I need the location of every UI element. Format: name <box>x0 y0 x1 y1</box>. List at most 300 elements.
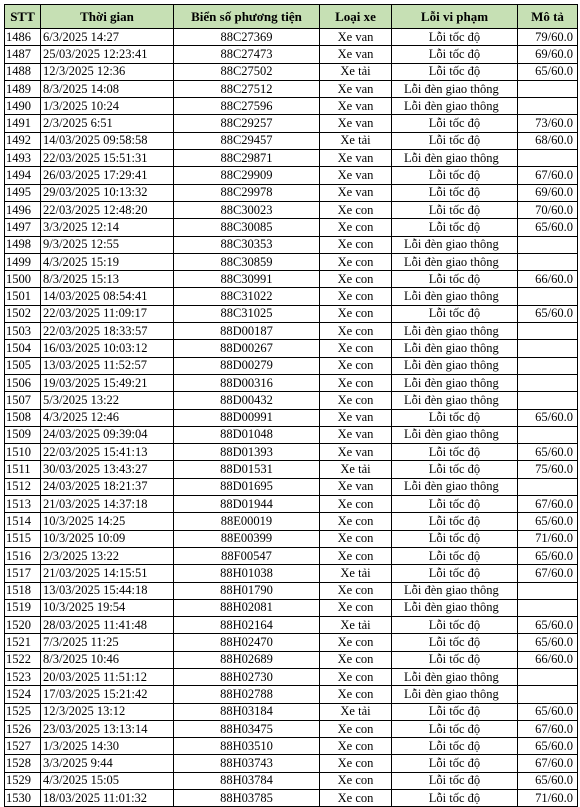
cell-vehicle-type: Xe con <box>320 651 392 668</box>
cell-description: 73/60.0 <box>518 115 578 132</box>
table-body <box>5 29 578 807</box>
violation-table-container <box>4 4 578 807</box>
violation-table <box>4 4 578 807</box>
cell-violation: Lỗi tốc độ <box>392 461 518 478</box>
table-row <box>5 738 578 755</box>
header-time: Thời gian <box>41 5 174 29</box>
cell-time: 8/3/2025 10:46 <box>41 651 174 668</box>
table-row <box>5 565 578 582</box>
table-row <box>5 63 578 80</box>
cell-time: 2/3/2025 6:51 <box>41 115 174 132</box>
table-row <box>5 634 578 651</box>
cell-vehicle-type: Xe con <box>320 201 392 218</box>
cell-description <box>518 668 578 685</box>
cell-plate: 88H03184 <box>174 703 320 720</box>
table-row <box>5 703 578 720</box>
cell-plate: 88H02470 <box>174 634 320 651</box>
cell-time: 1/3/2025 14:30 <box>41 738 174 755</box>
cell-plate: 88C29257 <box>174 115 320 132</box>
cell-stt: 1522 <box>5 651 41 668</box>
cell-description: 65/60.0 <box>518 703 578 720</box>
cell-description <box>518 599 578 616</box>
cell-stt: 1530 <box>5 790 41 807</box>
cell-description <box>518 357 578 374</box>
cell-time: 28/03/2025 11:41:48 <box>41 617 174 634</box>
cell-time: 21/03/2025 14:15:51 <box>41 565 174 582</box>
table-row <box>5 686 578 703</box>
cell-plate: 88C27369 <box>174 29 320 46</box>
cell-time: 23/03/2025 13:13:14 <box>41 720 174 737</box>
cell-vehicle-type: Xe van <box>320 80 392 97</box>
cell-description <box>518 150 578 167</box>
cell-description: 66/60.0 <box>518 651 578 668</box>
cell-time: 3/3/2025 12:14 <box>41 219 174 236</box>
cell-violation: Lỗi tốc độ <box>392 29 518 46</box>
cell-plate: 88D01695 <box>174 478 320 495</box>
cell-description: 65/60.0 <box>518 305 578 322</box>
cell-violation: Lỗi đèn giao thông <box>392 374 518 391</box>
cell-violation: Lỗi tốc độ <box>392 790 518 807</box>
cell-description: 67/60.0 <box>518 755 578 772</box>
cell-plate: 88H02081 <box>174 599 320 616</box>
cell-vehicle-type: Xe tải <box>320 565 392 582</box>
table-row <box>5 426 578 443</box>
cell-stt: 1496 <box>5 201 41 218</box>
cell-stt: 1504 <box>5 340 41 357</box>
cell-time: 22/03/2025 15:41:13 <box>41 444 174 461</box>
cell-vehicle-type: Xe van <box>320 426 392 443</box>
table-row <box>5 288 578 305</box>
cell-stt: 1506 <box>5 374 41 391</box>
cell-violation: Lỗi tốc độ <box>392 63 518 80</box>
cell-vehicle-type: Xe con <box>320 599 392 616</box>
cell-stt: 1501 <box>5 288 41 305</box>
cell-stt: 1495 <box>5 184 41 201</box>
cell-description <box>518 288 578 305</box>
cell-violation: Lỗi tốc độ <box>392 547 518 564</box>
cell-description: 65/60.0 <box>518 219 578 236</box>
cell-plate: 88C29457 <box>174 132 320 149</box>
cell-description: 79/60.0 <box>518 29 578 46</box>
cell-plate: 88E00399 <box>174 530 320 547</box>
cell-violation: Lỗi đèn giao thông <box>392 253 518 270</box>
cell-vehicle-type: Xe con <box>320 219 392 236</box>
cell-violation: Lỗi đèn giao thông <box>392 599 518 616</box>
cell-stt: 1500 <box>5 271 41 288</box>
cell-vehicle-type: Xe con <box>320 513 392 530</box>
cell-description: 65/60.0 <box>518 63 578 80</box>
cell-stt: 1524 <box>5 686 41 703</box>
cell-violation: Lỗi đèn giao thông <box>392 288 518 305</box>
cell-vehicle-type: Xe con <box>320 271 392 288</box>
cell-time: 2/3/2025 13:22 <box>41 547 174 564</box>
cell-time: 4/3/2025 12:46 <box>41 409 174 426</box>
cell-description <box>518 582 578 599</box>
cell-description <box>518 374 578 391</box>
cell-time: 29/03/2025 10:13:32 <box>41 184 174 201</box>
cell-plate: 88D01048 <box>174 426 320 443</box>
cell-violation: Lỗi tốc độ <box>392 409 518 426</box>
cell-violation: Lỗi tốc độ <box>392 513 518 530</box>
table-row <box>5 271 578 288</box>
cell-stt: 1489 <box>5 80 41 97</box>
table-row <box>5 790 578 807</box>
cell-violation: Lỗi tốc độ <box>392 167 518 184</box>
cell-vehicle-type: Xe con <box>320 530 392 547</box>
cell-time: 10/3/2025 19:54 <box>41 599 174 616</box>
cell-plate: 88C30353 <box>174 236 320 253</box>
cell-stt: 1511 <box>5 461 41 478</box>
cell-violation: Lỗi tốc độ <box>392 738 518 755</box>
cell-description <box>518 392 578 409</box>
cell-stt: 1518 <box>5 582 41 599</box>
table-row <box>5 150 578 167</box>
cell-time: 8/3/2025 15:13 <box>41 271 174 288</box>
cell-vehicle-type: Xe tải <box>320 461 392 478</box>
header-violation: Lỗi vi phạm <box>392 5 518 29</box>
cell-plate: 88D00432 <box>174 392 320 409</box>
cell-time: 25/03/2025 12:23:41 <box>41 46 174 63</box>
cell-time: 13/03/2025 15:44:18 <box>41 582 174 599</box>
cell-time: 10/3/2025 10:09 <box>41 530 174 547</box>
cell-plate: 88D00991 <box>174 409 320 426</box>
cell-vehicle-type: Xe con <box>320 582 392 599</box>
cell-vehicle-type: Xe con <box>320 738 392 755</box>
cell-time: 17/03/2025 15:21:42 <box>41 686 174 703</box>
cell-vehicle-type: Xe con <box>320 374 392 391</box>
cell-violation: Lỗi đèn giao thông <box>392 426 518 443</box>
table-row <box>5 530 578 547</box>
cell-time: 22/03/2025 15:51:31 <box>41 150 174 167</box>
cell-time: 3/3/2025 9:44 <box>41 755 174 772</box>
cell-stt: 1505 <box>5 357 41 374</box>
cell-time: 22/03/2025 18:33:57 <box>41 323 174 340</box>
cell-vehicle-type: Xe con <box>320 720 392 737</box>
cell-description: 65/60.0 <box>518 738 578 755</box>
cell-stt: 1516 <box>5 547 41 564</box>
cell-plate: 88H03784 <box>174 772 320 789</box>
cell-violation: Lỗi tốc độ <box>392 271 518 288</box>
cell-stt: 1529 <box>5 772 41 789</box>
cell-vehicle-type: Xe con <box>320 323 392 340</box>
cell-time: 30/03/2025 13:43:27 <box>41 461 174 478</box>
cell-plate: 88D01944 <box>174 496 320 513</box>
cell-vehicle-type: Xe tải <box>320 132 392 149</box>
cell-vehicle-type: Xe van <box>320 115 392 132</box>
cell-violation: Lỗi đèn giao thông <box>392 392 518 409</box>
cell-description <box>518 340 578 357</box>
cell-description: 65/60.0 <box>518 617 578 634</box>
table-row <box>5 219 578 236</box>
table-row <box>5 444 578 461</box>
cell-description: 65/60.0 <box>518 634 578 651</box>
table-row <box>5 461 578 478</box>
cell-violation: Lỗi tốc độ <box>392 46 518 63</box>
cell-plate: 88C29909 <box>174 167 320 184</box>
cell-description: 66/60.0 <box>518 271 578 288</box>
table-row <box>5 98 578 115</box>
cell-plate: 88F00547 <box>174 547 320 564</box>
table-row <box>5 357 578 374</box>
cell-plate: 88C29978 <box>174 184 320 201</box>
cell-vehicle-type: Xe tải <box>320 63 392 80</box>
cell-description <box>518 478 578 495</box>
cell-plate: 88D00316 <box>174 374 320 391</box>
cell-vehicle-type: Xe con <box>320 634 392 651</box>
cell-plate: 88D00187 <box>174 323 320 340</box>
cell-stt: 1512 <box>5 478 41 495</box>
table-row <box>5 513 578 530</box>
cell-vehicle-type: Xe van <box>320 150 392 167</box>
table-row <box>5 29 578 46</box>
cell-plate: 88C30085 <box>174 219 320 236</box>
cell-vehicle-type: Xe van <box>320 409 392 426</box>
cell-plate: 88H03743 <box>174 755 320 772</box>
cell-stt: 1527 <box>5 738 41 755</box>
table-row <box>5 340 578 357</box>
table-row <box>5 132 578 149</box>
cell-description <box>518 98 578 115</box>
cell-stt: 1523 <box>5 668 41 685</box>
cell-time: 1/3/2025 10:24 <box>41 98 174 115</box>
cell-stt: 1487 <box>5 46 41 63</box>
cell-violation: Lỗi tốc độ <box>392 444 518 461</box>
cell-violation: Lỗi tốc độ <box>392 115 518 132</box>
cell-time: 12/3/2025 12:36 <box>41 63 174 80</box>
cell-plate: 88H02164 <box>174 617 320 634</box>
cell-vehicle-type: Xe van <box>320 98 392 115</box>
cell-description: 65/60.0 <box>518 547 578 564</box>
cell-stt: 1507 <box>5 392 41 409</box>
header-stt: STT <box>5 5 41 29</box>
table-row <box>5 772 578 789</box>
cell-vehicle-type: Xe van <box>320 167 392 184</box>
cell-time: 8/3/2025 14:08 <box>41 80 174 97</box>
cell-violation: Lỗi tốc độ <box>392 651 518 668</box>
cell-description: 67/60.0 <box>518 167 578 184</box>
cell-description: 65/60.0 <box>518 409 578 426</box>
cell-violation: Lỗi tốc độ <box>392 184 518 201</box>
cell-time: 14/03/2025 08:54:41 <box>41 288 174 305</box>
table-row <box>5 755 578 772</box>
cell-violation: Lỗi tốc độ <box>392 530 518 547</box>
cell-violation: Lỗi tốc độ <box>392 201 518 218</box>
cell-violation: Lỗi tốc độ <box>392 617 518 634</box>
cell-vehicle-type: Xe con <box>320 288 392 305</box>
cell-stt: 1520 <box>5 617 41 634</box>
cell-violation: Lỗi đèn giao thông <box>392 323 518 340</box>
cell-description: 67/60.0 <box>518 565 578 582</box>
cell-stt: 1488 <box>5 63 41 80</box>
cell-vehicle-type: Xe con <box>320 392 392 409</box>
cell-description: 65/60.0 <box>518 513 578 530</box>
cell-plate: 88H01790 <box>174 582 320 599</box>
table-row <box>5 374 578 391</box>
cell-violation: Lỗi đèn giao thông <box>392 582 518 599</box>
table-row <box>5 720 578 737</box>
cell-description <box>518 80 578 97</box>
cell-description: 70/60.0 <box>518 201 578 218</box>
table-row <box>5 80 578 97</box>
cell-vehicle-type: Xe con <box>320 357 392 374</box>
cell-plate: 88C27502 <box>174 63 320 80</box>
cell-stt: 1498 <box>5 236 41 253</box>
cell-plate: 88H02788 <box>174 686 320 703</box>
cell-vehicle-type: Xe van <box>320 184 392 201</box>
cell-stt: 1499 <box>5 253 41 270</box>
table-row <box>5 184 578 201</box>
cell-plate: 88C31025 <box>174 305 320 322</box>
table-row <box>5 496 578 513</box>
cell-vehicle-type: Xe con <box>320 253 392 270</box>
cell-vehicle-type: Xe con <box>320 668 392 685</box>
cell-stt: 1503 <box>5 323 41 340</box>
cell-stt: 1526 <box>5 720 41 737</box>
cell-time: 16/03/2025 10:03:12 <box>41 340 174 357</box>
cell-description <box>518 323 578 340</box>
cell-vehicle-type: Xe con <box>320 305 392 322</box>
cell-plate: 88C30023 <box>174 201 320 218</box>
header-description: Mô tả <box>518 5 578 29</box>
cell-stt: 1497 <box>5 219 41 236</box>
cell-time: 22/03/2025 11:09:17 <box>41 305 174 322</box>
table-header-row <box>5 5 578 29</box>
table-row <box>5 323 578 340</box>
cell-vehicle-type: Xe tải <box>320 703 392 720</box>
cell-violation: Lỗi tốc độ <box>392 132 518 149</box>
cell-plate: 88C27596 <box>174 98 320 115</box>
cell-stt: 1519 <box>5 599 41 616</box>
cell-stt: 1517 <box>5 565 41 582</box>
table-row <box>5 478 578 495</box>
cell-time: 9/3/2025 12:55 <box>41 236 174 253</box>
cell-time: 5/3/2025 13:22 <box>41 392 174 409</box>
cell-time: 12/3/2025 13:12 <box>41 703 174 720</box>
cell-plate: 88H01038 <box>174 565 320 582</box>
cell-time: 24/03/2025 18:21:37 <box>41 478 174 495</box>
cell-plate: 88H03510 <box>174 738 320 755</box>
cell-time: 13/03/2025 11:52:57 <box>41 357 174 374</box>
table-row <box>5 253 578 270</box>
table-row <box>5 115 578 132</box>
cell-vehicle-type: Xe con <box>320 496 392 513</box>
cell-description: 65/60.0 <box>518 772 578 789</box>
cell-plate: 88D01531 <box>174 461 320 478</box>
cell-description <box>518 253 578 270</box>
cell-violation: Lỗi đèn giao thông <box>392 150 518 167</box>
table-row <box>5 409 578 426</box>
cell-violation: Lỗi đèn giao thông <box>392 98 518 115</box>
cell-time: 14/03/2025 09:58:58 <box>41 132 174 149</box>
table-row <box>5 651 578 668</box>
table-row <box>5 547 578 564</box>
cell-violation: Lỗi tốc độ <box>392 772 518 789</box>
cell-violation: Lỗi tốc độ <box>392 565 518 582</box>
table-row <box>5 668 578 685</box>
cell-time: 20/03/2025 11:51:12 <box>41 668 174 685</box>
cell-vehicle-type: Xe con <box>320 686 392 703</box>
table-row <box>5 236 578 253</box>
cell-violation: Lỗi đèn giao thông <box>392 478 518 495</box>
table-row <box>5 46 578 63</box>
cell-description: 68/60.0 <box>518 132 578 149</box>
cell-violation: Lỗi tốc độ <box>392 305 518 322</box>
cell-vehicle-type: Xe con <box>320 790 392 807</box>
cell-violation: Lỗi tốc độ <box>392 634 518 651</box>
table-row <box>5 305 578 322</box>
cell-plate: 88C30991 <box>174 271 320 288</box>
cell-description: 67/60.0 <box>518 720 578 737</box>
cell-plate: 88D01393 <box>174 444 320 461</box>
cell-plate: 88H03785 <box>174 790 320 807</box>
cell-description: 65/60.0 <box>518 444 578 461</box>
cell-time: 4/3/2025 15:19 <box>41 253 174 270</box>
cell-description: 71/60.0 <box>518 530 578 547</box>
cell-plate: 88H02689 <box>174 651 320 668</box>
cell-time: 7/3/2025 11:25 <box>41 634 174 651</box>
cell-description <box>518 426 578 443</box>
cell-stt: 1509 <box>5 426 41 443</box>
cell-description: 67/60.0 <box>518 496 578 513</box>
cell-stt: 1492 <box>5 132 41 149</box>
cell-violation: Lỗi đèn giao thông <box>392 340 518 357</box>
cell-stt: 1502 <box>5 305 41 322</box>
cell-plate: 88C27512 <box>174 80 320 97</box>
table-row <box>5 617 578 634</box>
cell-vehicle-type: Xe con <box>320 340 392 357</box>
cell-plate: 88C30859 <box>174 253 320 270</box>
cell-time: 24/03/2025 09:39:04 <box>41 426 174 443</box>
table-row <box>5 392 578 409</box>
cell-stt: 1508 <box>5 409 41 426</box>
cell-vehicle-type: Xe van <box>320 444 392 461</box>
cell-stt: 1514 <box>5 513 41 530</box>
cell-time: 21/03/2025 14:37:18 <box>41 496 174 513</box>
cell-stt: 1493 <box>5 150 41 167</box>
cell-stt: 1494 <box>5 167 41 184</box>
cell-stt: 1528 <box>5 755 41 772</box>
cell-stt: 1486 <box>5 29 41 46</box>
cell-time: 10/3/2025 14:25 <box>41 513 174 530</box>
cell-violation: Lỗi tốc độ <box>392 755 518 772</box>
cell-plate: 88D00267 <box>174 340 320 357</box>
cell-violation: Lỗi đèn giao thông <box>392 357 518 374</box>
cell-plate: 88E00019 <box>174 513 320 530</box>
cell-plate: 88C31022 <box>174 288 320 305</box>
cell-vehicle-type: Xe van <box>320 46 392 63</box>
table-row <box>5 201 578 218</box>
cell-description <box>518 686 578 703</box>
cell-plate: 88C27473 <box>174 46 320 63</box>
cell-vehicle-type: Xe con <box>320 755 392 772</box>
cell-time: 6/3/2025 14:27 <box>41 29 174 46</box>
cell-violation: Lỗi đèn giao thông <box>392 236 518 253</box>
cell-stt: 1513 <box>5 496 41 513</box>
header-vehicle-type: Loại xe <box>320 5 392 29</box>
cell-plate: 88D00279 <box>174 357 320 374</box>
cell-vehicle-type: Xe con <box>320 236 392 253</box>
cell-time: 26/03/2025 17:29:41 <box>41 167 174 184</box>
cell-description <box>518 236 578 253</box>
cell-stt: 1525 <box>5 703 41 720</box>
cell-vehicle-type: Xe con <box>320 772 392 789</box>
header-plate: Biển số phương tiện <box>174 5 320 29</box>
cell-violation: Lỗi tốc độ <box>392 703 518 720</box>
cell-violation: Lỗi tốc độ <box>392 496 518 513</box>
cell-vehicle-type: Xe con <box>320 547 392 564</box>
cell-stt: 1521 <box>5 634 41 651</box>
cell-violation: Lỗi đèn giao thông <box>392 668 518 685</box>
